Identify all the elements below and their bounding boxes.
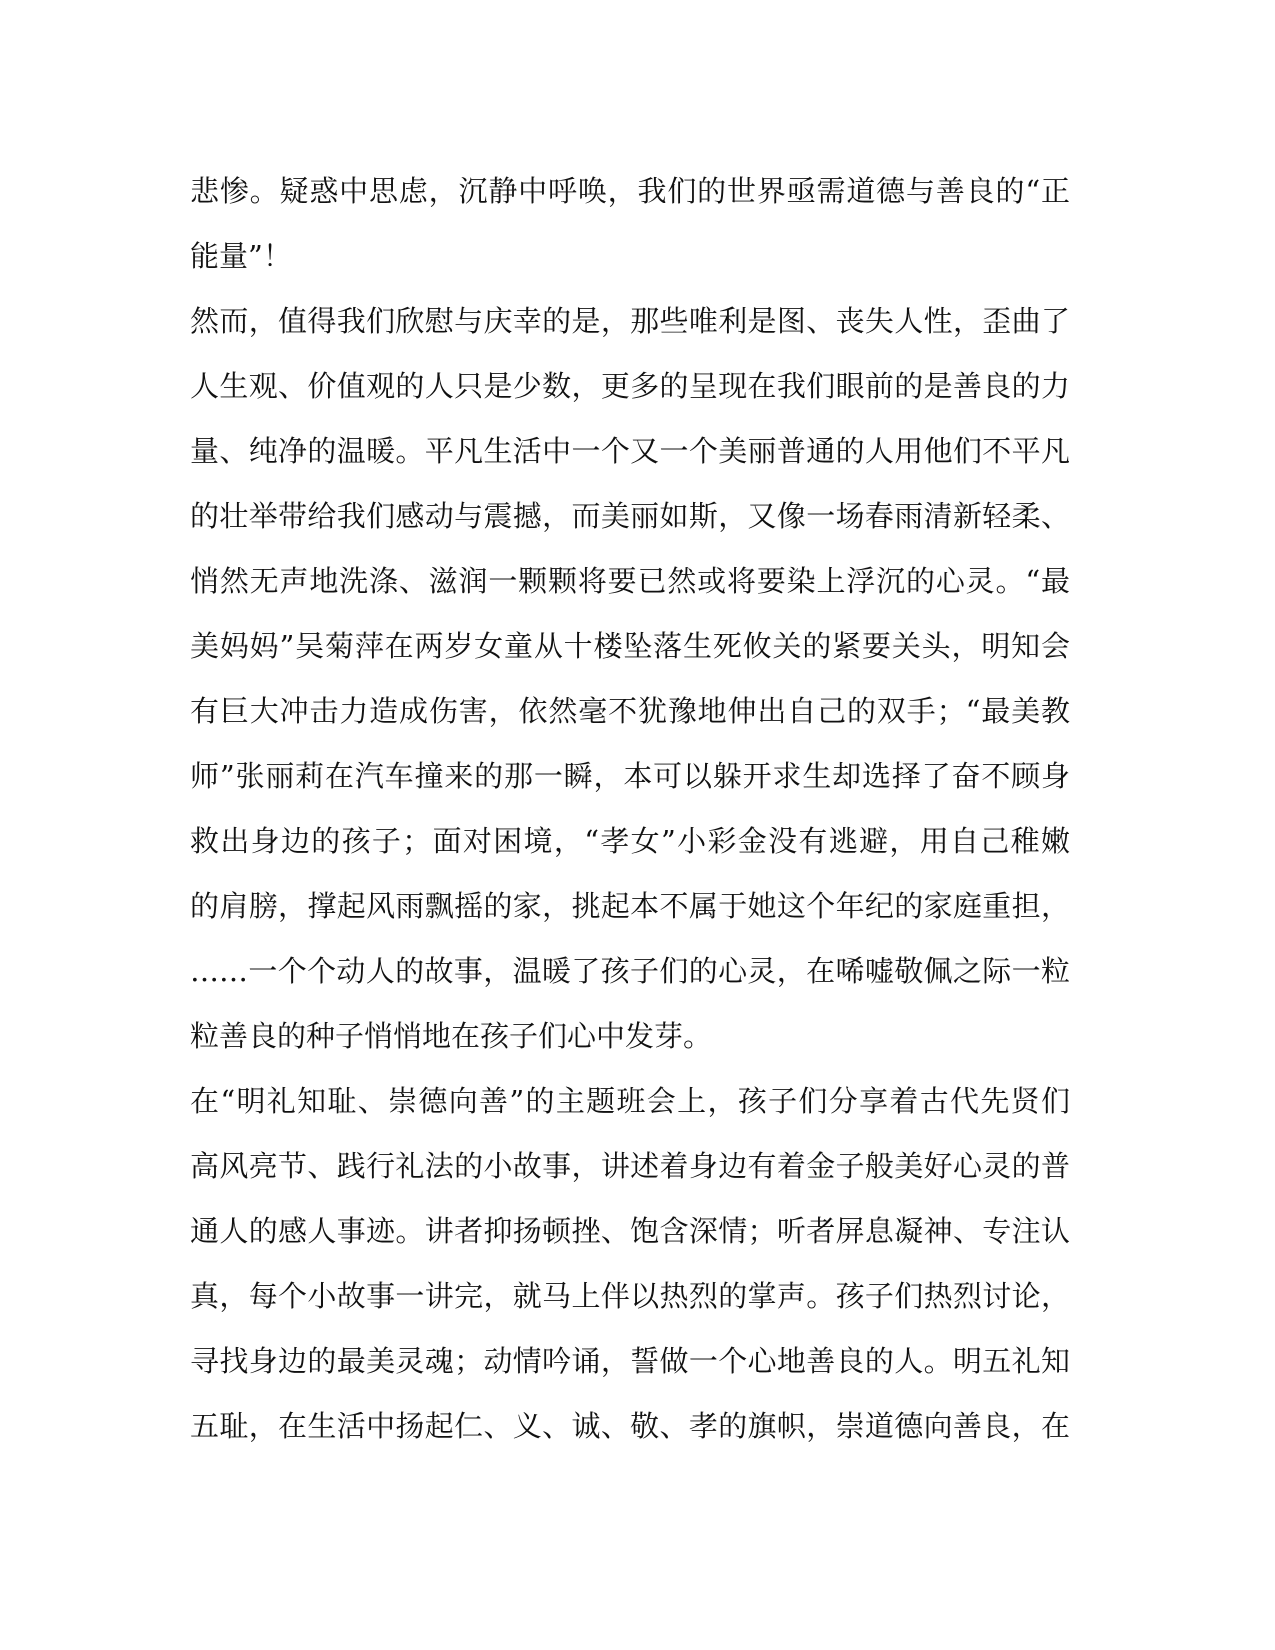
text-line: 高风亮节、践行礼法的小故事，讲述着身边有着金子般美好心灵的普 bbox=[190, 1149, 1070, 1183]
text-line: 五耻，在生活中扬起仁、义、诚、敬、孝的旗帜，崇道德向善良，在 bbox=[190, 1409, 1070, 1443]
text-line: 寻找身边的最美灵魂；动情吟诵，誓做一个心地善良的人。明五礼知 bbox=[190, 1344, 1070, 1378]
text-line: 有巨大冲击力造成伤害，依然毫不犹豫地伸出自己的双手；“最美教 bbox=[190, 694, 1070, 728]
text-line: 美妈妈”吴菊萍在两岁女童从十楼坠落生死攸关的紧要关头，明知会 bbox=[190, 629, 1070, 663]
text-line: 然而，值得我们欣慰与庆幸的是，那些唯利是图、丧失人性，歪曲了 bbox=[190, 304, 1070, 338]
text-line: 在“明礼知耻、崇德向善”的主题班会上，孩子们分享着古代先贤们 bbox=[190, 1084, 1070, 1118]
text-line: 悄然无声地洗涤、滋润一颗颗将要已然或将要染上浮沉的心灵。“最 bbox=[190, 564, 1070, 598]
text-line: 师”张丽莉在汽车撞来的那一瞬，本可以躲开求生却选择了奋不顾身 bbox=[190, 759, 1070, 793]
text-line: 真，每个小故事一讲完，就马上伴以热烈的掌声。孩子们热烈讨论， bbox=[190, 1279, 1070, 1313]
text-line: 救出身边的孩子；面对困境，“孝女”小彩金没有逃避，用自己稚嫩 bbox=[190, 824, 1070, 858]
text-line: ……一个个动人的故事，温暖了孩子们的心灵，在唏嘘敬佩之际一粒 bbox=[190, 954, 1070, 988]
text-line: 量、纯净的温暖。平凡生活中一个又一个美丽普通的人用他们不平凡 bbox=[190, 434, 1070, 468]
text-line: 悲惨。疑惑中思虑，沉静中呼唤，我们的世界亟需道德与善良的“正 bbox=[190, 174, 1070, 208]
text-line: 粒善良的种子悄悄地在孩子们心中发芽。 bbox=[190, 1019, 713, 1053]
document-body-text bbox=[190, 159, 1070, 1459]
text-line: 通人的感人事迹。讲者抑扬顿挫、饱含深情；听者屏息凝神、专注认 bbox=[190, 1214, 1070, 1248]
text-line: 能量”！ bbox=[190, 239, 292, 273]
text-line: 人生观、价值观的人只是少数，更多的呈现在我们眼前的是善良的力 bbox=[190, 369, 1070, 403]
text-line: 的肩膀，撑起风雨飘摇的家，挑起本不属于她这个年纪的家庭重担， bbox=[190, 889, 1070, 923]
text-line: 的壮举带给我们感动与震撼，而美丽如斯，又像一场春雨清新轻柔、 bbox=[190, 499, 1070, 533]
